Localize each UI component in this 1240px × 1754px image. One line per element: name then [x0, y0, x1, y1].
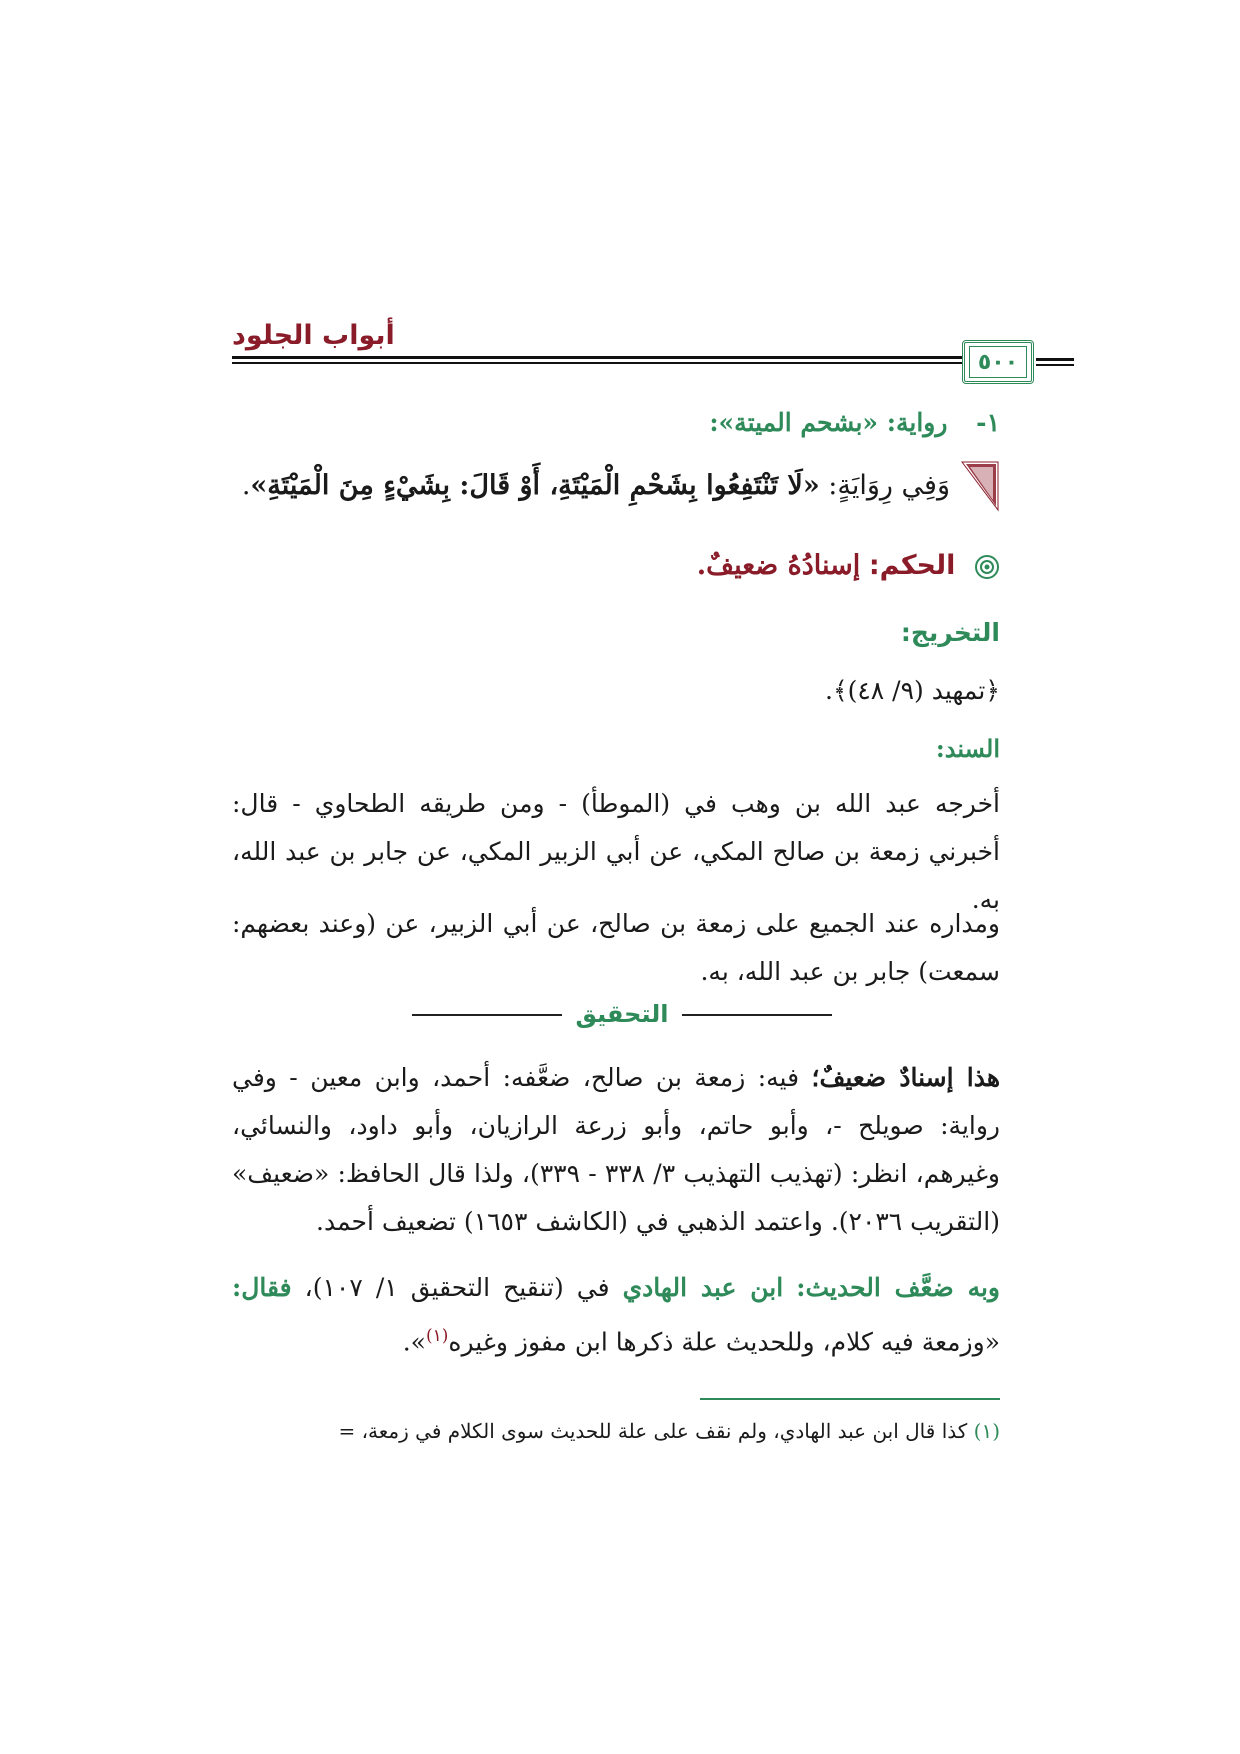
ruling-label: الحكم: [868, 550, 956, 581]
tahqiq-paragraph-2 [232, 1264, 1000, 1366]
ruling-value: إسنادُهُ ضعيفٌ. [696, 550, 861, 581]
hadith-text [232, 470, 950, 501]
footnote [232, 1416, 1000, 1446]
hadith-matn: «لَا تَنْتَفِعُوا بِشَحْمِ الْمَيْتَةِ، أَوْ قَالَ: بِشَيْءٍ مِنَ الْمَيْتَةِ» [250, 470, 820, 501]
tahqiq-p2-lead: وبه ضعَّف الحديث: [796, 1273, 1000, 1302]
header-rule [1036, 364, 1074, 366]
section-heading [232, 408, 1000, 437]
ruling-line [232, 550, 1000, 581]
tahqiq-p2-name: ابن عبد الهادي [622, 1273, 784, 1302]
chapter-title: أبواب الجلود [232, 320, 395, 351]
sanad-paragraph-2: ومداره عند الجميع على زمعة بن صالح، عن أبي الزبير، عن (وعند بعضهم: سمعت) جابر بن عبد الله، به. [232, 909, 1000, 986]
footnote-rule [700, 1398, 1000, 1400]
footnote-number: (١) [973, 1419, 1000, 1443]
sanad-heading: السند: [935, 734, 1000, 763]
tahqiq-paragraph [232, 1054, 1000, 1246]
tahqiq-p2-quote: «وزمعة فيه كلام، وللحديث علة ذكرها ابن مفوز وغيره [448, 1327, 1000, 1357]
ornament-flower-icon [974, 554, 1000, 580]
tahqiq-lead: هذا إسنادٌ ضعيفٌ؛ [811, 1063, 1000, 1092]
corner-ornament-icon [960, 460, 1000, 512]
hadith-intro: وَفِي رِوَايَةٍ: [828, 470, 950, 501]
header-rule [232, 362, 962, 364]
tahqiq-p2-faqal: فقال: [232, 1273, 292, 1302]
sanad-paragraph: أخرجه عبد الله بن وهب في (الموطأ) - ومن طريقه الطحاوي - قال: أخبرني زمعة بن صالح المكي، عن أبي الزبير المكي، عن جابر بن عبد الله، به. [232, 789, 1000, 914]
footnote-text: كذا قال ابن عبد الهادي، ولم نقف على علة للحديث سوى الكلام في زمعة، = [338, 1419, 968, 1443]
tahqiq-p2-end: ». [402, 1327, 426, 1357]
takhrij-source: ﴿تمهيد (٩/ ٤٨)﴾. [825, 676, 1000, 705]
section-title: رواية: «بشحم الميتة»: [709, 408, 948, 437]
tahqiq-heading [412, 1000, 832, 1028]
takhrij-heading: التخريج: [900, 618, 1000, 647]
section-number: ١- [976, 408, 1000, 437]
header-rule [232, 356, 962, 359]
page-number-frame [962, 340, 1034, 384]
hadith-end: . [241, 470, 251, 501]
footnote-ref[interactable]: (١) [425, 1326, 449, 1346]
header-rule [1036, 358, 1074, 361]
tahqiq-label: التحقيق [565, 1000, 678, 1028]
page-number: ٥٠٠ [969, 346, 1027, 378]
tahqiq-p2-mid: في (تنقيح التحقيق ١/ ١٠٧)، [304, 1273, 610, 1302]
tahqiq-body: فيه: زمعة بن صالح، ضعَّفه: أحمد، وابن معين - وفي رواية: صويلح -، وأبو حاتم، وأبو زرعة الرازيان، وأبو داود، والنسائي، وغيرهم، انظر: (تهذيب التهذيب ٣/ ٣٣٨ - ٣٣٩)، ولذا قال الحافظ: «ضعيف» (التقريب ٢٠٣٦). واعتمد الذهبي في (الكاشف ١٦٥٣) تضعيف أحمد. [232, 1063, 1000, 1236]
tahqiq-divider [412, 1000, 832, 1030]
